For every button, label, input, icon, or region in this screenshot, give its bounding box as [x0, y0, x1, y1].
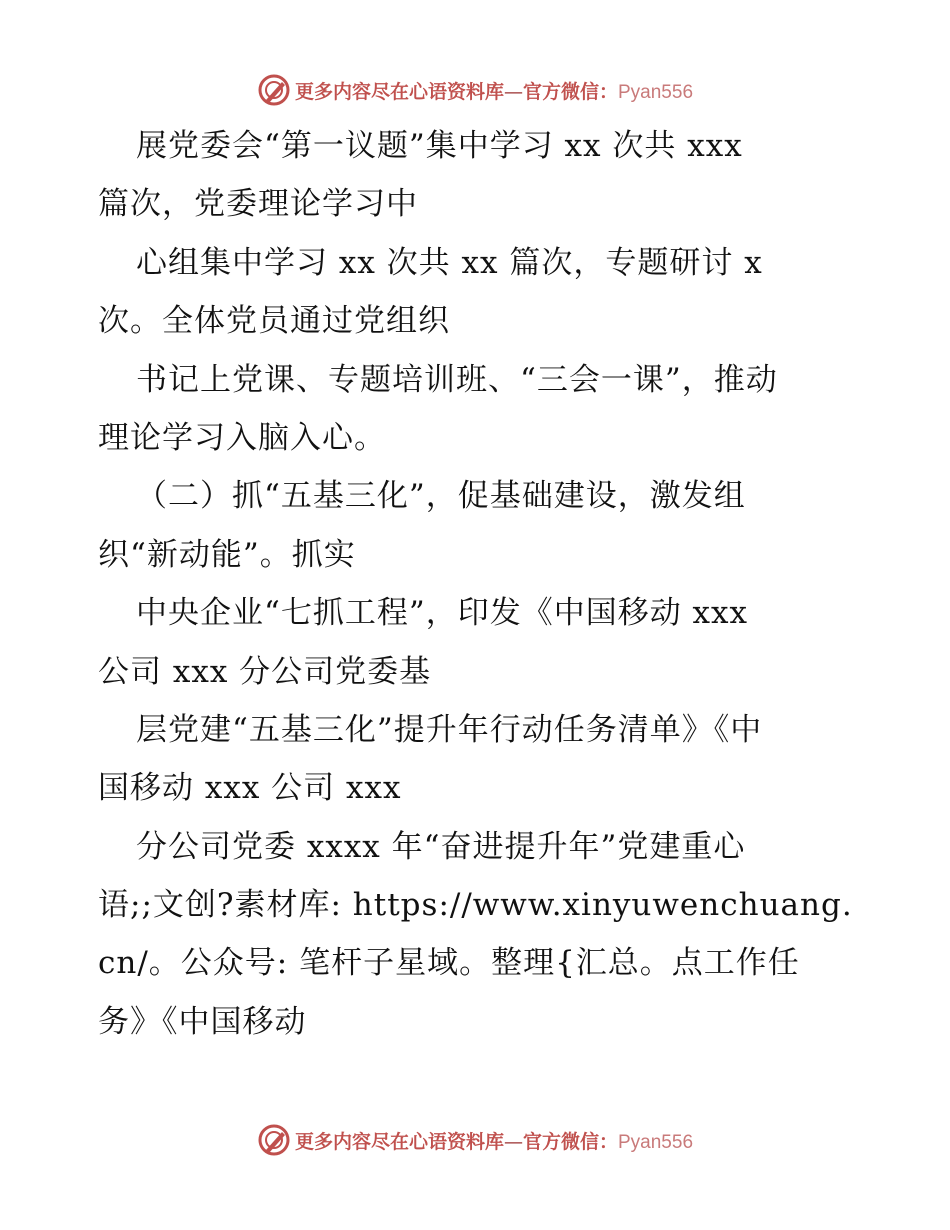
banner-text: 更多内容尽在心语资料库 — [294, 1130, 504, 1153]
text-line: 国移动 xxx 公司 xxx — [98, 770, 402, 807]
text-line: 心组集中学习 xx 次共 xx 篇次，专题研讨 x — [136, 244, 763, 281]
banner-wechat-label: 官方微信： — [522, 1130, 618, 1153]
banner-dash: — — [503, 80, 523, 103]
text-line: cn/。公众号: 笔杆子星域。整理{汇总。点工作任 — [98, 945, 800, 982]
banner-text: 更多内容尽在心语资料库 — [294, 80, 504, 103]
text-line: 次。全体党员通过党组织 — [98, 303, 450, 340]
pen-logo-icon — [257, 73, 291, 107]
document-body — [0, 117, 950, 1051]
text-line: 理论学习入脑入心。 — [98, 419, 386, 456]
text-line: （二）抓“五基三化”，促基础建设，激发组 — [136, 478, 746, 515]
banner-wechat-label: 官方微信： — [522, 80, 618, 103]
banner-wechat-id: Pyan556 — [618, 81, 694, 103]
text-line: 层党建“五基三化”提升年行动任务清单》《中 — [136, 711, 763, 748]
banner-dash: — — [503, 1130, 523, 1153]
banner-wechat-id: Pyan556 — [618, 1131, 694, 1153]
text-line: 分公司党委 xxxx 年“奋进提升年”党建重心 — [136, 828, 746, 865]
text-line: 展党委会“第一议题”集中学习 xx 次共 xxx — [136, 128, 743, 164]
text-line: 织“新动能”。抓实 — [98, 536, 356, 573]
pen-logo-icon — [257, 1123, 291, 1157]
header-watermark — [0, 70, 950, 110]
footer-watermark — [0, 1120, 950, 1160]
text-line: 书记上党课、专题培训班、“三会一课”，推动 — [136, 361, 778, 398]
text-line: 语;;文创?素材库: https://www.xinyuwenchuang. — [98, 887, 853, 924]
text-line: 中央企业“七抓工程”，印发《中国移动 xxx — [136, 595, 748, 632]
text-line: 公司 xxx 分公司党委基 — [98, 653, 432, 690]
text-line: 务》《中国移动 — [98, 1003, 307, 1040]
text-line: 篇次，党委理论学习中 — [98, 186, 418, 223]
